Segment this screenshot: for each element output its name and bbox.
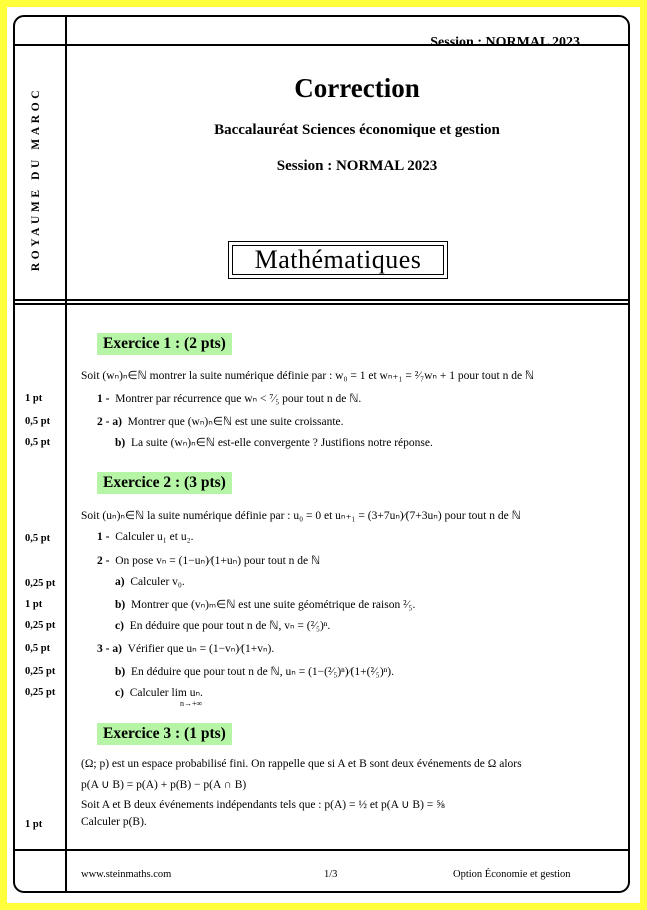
subject-box bbox=[228, 241, 448, 279]
ex2-q2c-points: 0,25 pt bbox=[25, 620, 56, 631]
ex2-q2a-points: 0,25 pt bbox=[25, 578, 56, 589]
ex3-question: Calculer p(B). bbox=[81, 816, 147, 828]
ex2-q2: 2 - On pose vₙ = (1−uₙ)⁄(1+uₙ) pour tout n de ℕ bbox=[97, 555, 321, 567]
ex1-statement: Soit (wₙ)ₙ∈ℕ montrer la suite numérique définie par : w₀ = 1 et wₙ₊₁ = ²⁄₇wₙ + 1 pour tout n de ℕ bbox=[81, 370, 535, 382]
lim-subscript: n→+∞ bbox=[180, 699, 203, 708]
subtitle: Baccalauréat Sciences économique et gestion bbox=[214, 122, 500, 138]
side-text: ROYAUME DU MAROC bbox=[30, 86, 42, 272]
ex2-q1-points: 0,5 pt bbox=[25, 533, 51, 544]
header-double-rule-top bbox=[13, 299, 630, 301]
ex1-q1-points: 1 pt bbox=[25, 393, 43, 404]
session-line: Session : NORMAL 2023 bbox=[276, 158, 438, 174]
exercise-1-title: Exercice 1 : (2 pts) bbox=[97, 333, 232, 355]
ex1-q2b: b) La suite (wₙ)ₙ∈ℕ est-elle convergente ? Justifions notre réponse. bbox=[115, 437, 433, 449]
ex2-q3a: 3 - a) Vérifier que uₙ = (1−vₙ)⁄(1+vₙ). bbox=[97, 643, 275, 655]
ex2-q3c-points: 0,25 pt bbox=[25, 687, 56, 698]
ex2-q3c: c) Calculer lim uₙ. bbox=[115, 687, 203, 699]
page bbox=[7, 7, 640, 903]
footer-rule bbox=[13, 849, 630, 851]
ex3-line3: Soit A et B deux événements indépendants tels que : p(A) = ½ et p(A ∪ B) = ⅝ bbox=[81, 799, 445, 811]
ex1-q2b-points: 0,5 pt bbox=[25, 437, 51, 448]
ex2-statement: Soit (uₙ)ₙ∈ℕ la suite numérique définie par : u₀ = 0 et uₙ₊₁ = (3+7uₙ)⁄(7+3uₙ) pour tout n de ℕ bbox=[81, 510, 521, 522]
page-title: Correction bbox=[294, 73, 420, 103]
margin-divider bbox=[65, 15, 67, 893]
exercise-2-title: Exercice 2 : (3 pts) bbox=[97, 472, 232, 494]
exercise-3-title: Exercice 3 : (1 pts) bbox=[97, 723, 232, 745]
ex1-q2a-points: 0,5 pt bbox=[25, 416, 51, 427]
ex2-q3a-points: 0,5 pt bbox=[25, 643, 51, 654]
subject-label: Mathématiques bbox=[232, 245, 444, 275]
ex1-q1: 1 - Montrer par récurrence que wₙ < ⁷⁄₅ pour tout n de ℕ. bbox=[97, 393, 362, 405]
ex3-q-points: 1 pt bbox=[25, 819, 43, 830]
ex2-q2b-points: 1 pt bbox=[25, 599, 43, 610]
ex2-q2a: a) Calculer v₀. bbox=[115, 576, 185, 588]
ex3-line2: p(A ∪ B) = p(A) + p(B) − p(A ∩ B) bbox=[81, 779, 247, 791]
footer-website: www.steinmaths.com bbox=[81, 869, 172, 880]
footer-page-number: 1/3 bbox=[324, 869, 338, 880]
ex2-q2b: b) Montrer que (vₙ)ₘ∈ℕ est une suite géométrique de raison ²⁄₅. bbox=[115, 599, 416, 611]
ex3-line1: (Ω; p) est un espace probabilisé fini. On rappelle que si A et B sont deux événements de Ω alors bbox=[81, 758, 522, 770]
ex2-q3b-points: 0,25 pt bbox=[25, 666, 56, 677]
footer-option: Option Économie et gestion bbox=[453, 869, 571, 880]
ex2-q1: 1 - Calculer u₁ et u₂. bbox=[97, 531, 194, 543]
ex2-q3b: b) En déduire que pour tout n de ℕ, uₙ = (1−(²⁄₅)ⁿ)⁄(1+(²⁄₅)ⁿ). bbox=[115, 666, 394, 678]
header-session: Session : NORMAL 2023 bbox=[430, 35, 580, 50]
ex2-q2c: c) En déduire que pour tout n de ℕ, vₙ = (²⁄₅)ⁿ. bbox=[115, 620, 331, 632]
header-double-rule-bottom bbox=[13, 303, 630, 305]
ex1-q2a: 2 - a) Montrer que (wₙ)ₙ∈ℕ est une suite croissante. bbox=[97, 416, 344, 428]
